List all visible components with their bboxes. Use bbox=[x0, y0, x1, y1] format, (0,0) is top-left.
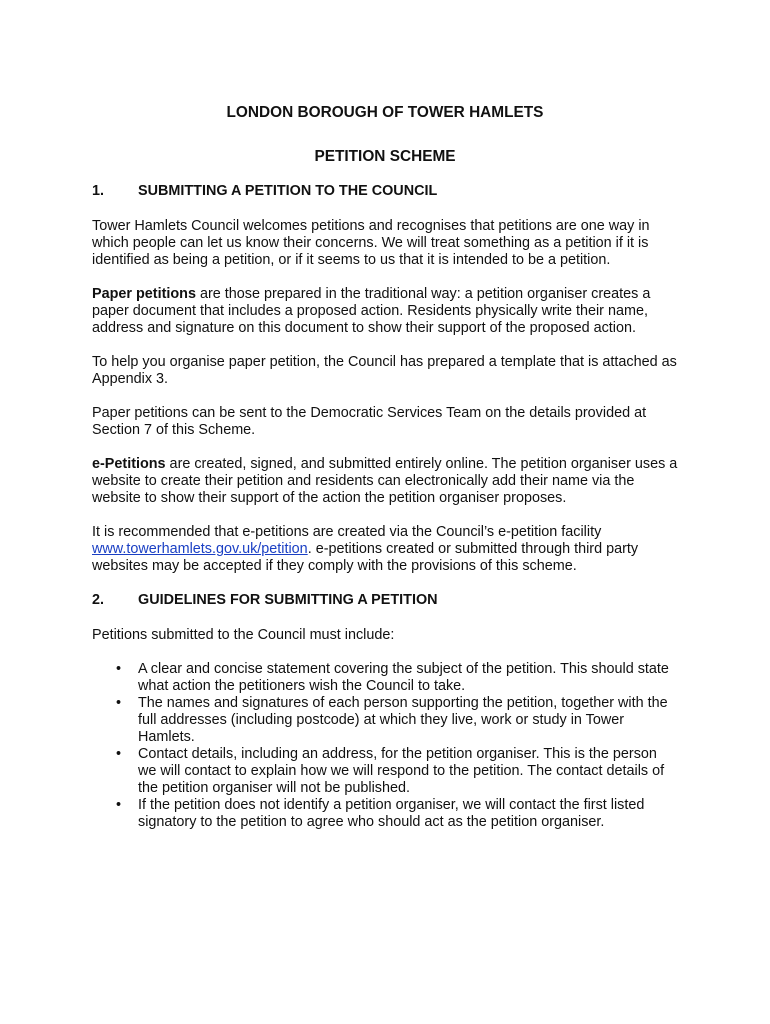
bullet-icon: • bbox=[116, 661, 122, 677]
section-1-heading bbox=[92, 183, 678, 200]
e-petitions-label: e-Petitions bbox=[92, 456, 166, 472]
guidelines-list bbox=[92, 661, 678, 831]
paper-petitions-paragraph bbox=[92, 286, 678, 337]
section-2-title: GUIDELINES FOR SUBMITTING A PETITION bbox=[138, 592, 438, 608]
bullet-icon: • bbox=[116, 695, 122, 711]
list-item-text: If the petition does not identify a petition organiser, we will contact the first listed signatory to the petition to agree who should act as the petition organiser. bbox=[138, 797, 645, 830]
petition-link[interactable]: www.towerhamlets.gov.uk/petition bbox=[92, 541, 308, 557]
section-1-intro: Tower Hamlets Council welcomes petitions and recognises that petitions are one way in which people can let us know their concerns. We will treat something as a petition if it is identified as being a petition, or if it seems to us that it is intended to be a petition. bbox=[92, 218, 650, 268]
e-petitions-paragraph bbox=[92, 456, 678, 507]
section-2-number: 2. bbox=[92, 592, 105, 608]
section-1-title: SUBMITTING A PETITION TO THE COUNCIL bbox=[138, 183, 438, 199]
bullet-icon: • bbox=[116, 746, 122, 762]
paper-petitions-label: Paper petitions bbox=[92, 286, 196, 302]
recommend-paragraph bbox=[92, 524, 678, 575]
list-item-text: The names and signatures of each person supporting the petition, together with the full addresses (including postcode) at which they live, work or study in Tower Hamlets. bbox=[138, 695, 668, 745]
document-subtitle: PETITION SCHEME bbox=[314, 148, 456, 165]
list-item bbox=[92, 797, 678, 831]
list-item-text: Contact details, including an address, for the petition organiser. This is the person we will contact to explain how we will respond to the petition. The contact details of the petition organiser will not be published. bbox=[138, 746, 665, 796]
template-paragraph: To help you organise paper petition, the Council has prepared a template that is attached as Appendix 3. bbox=[92, 354, 677, 387]
section-2-heading bbox=[92, 592, 678, 609]
list-item bbox=[92, 661, 678, 695]
paper-petitions-text: are those prepared in the traditional way: a petition organiser creates a paper document that includes a proposed action. Residents physically write their name, address and signature on this document to show their support of the proposed action. bbox=[92, 286, 651, 336]
recommend-text-before: It is recommended that e-petitions are created via the Council’s e-petition facility bbox=[92, 524, 602, 540]
bullet-icon: • bbox=[116, 797, 122, 813]
list-item bbox=[92, 746, 678, 797]
section-2-intro: Petitions submitted to the Council must include: bbox=[92, 627, 395, 643]
recommend-text-after: . e-petitions created or submitted through third party websites may be accepted if they comply with the provisions of this scheme. bbox=[92, 541, 639, 574]
document-page bbox=[92, 104, 678, 831]
send-paragraph: Paper petitions can be sent to the Democratic Services Team on the details provided at Section 7 of this Scheme. bbox=[92, 405, 647, 438]
document-title: LONDON BOROUGH OF TOWER HAMLETS bbox=[226, 104, 544, 121]
e-petitions-text: are created, signed, and submitted entirely online. The petition organiser uses a website to create their petition and residents can electronically add their name via the website to show their support of the action the petition organiser proposes. bbox=[92, 456, 678, 506]
section-1-number: 1. bbox=[92, 183, 105, 199]
list-item bbox=[92, 695, 678, 746]
list-item-text: A clear and concise statement covering the subject of the petition. This should state what action the petitioners wish the Council to take. bbox=[138, 661, 669, 694]
